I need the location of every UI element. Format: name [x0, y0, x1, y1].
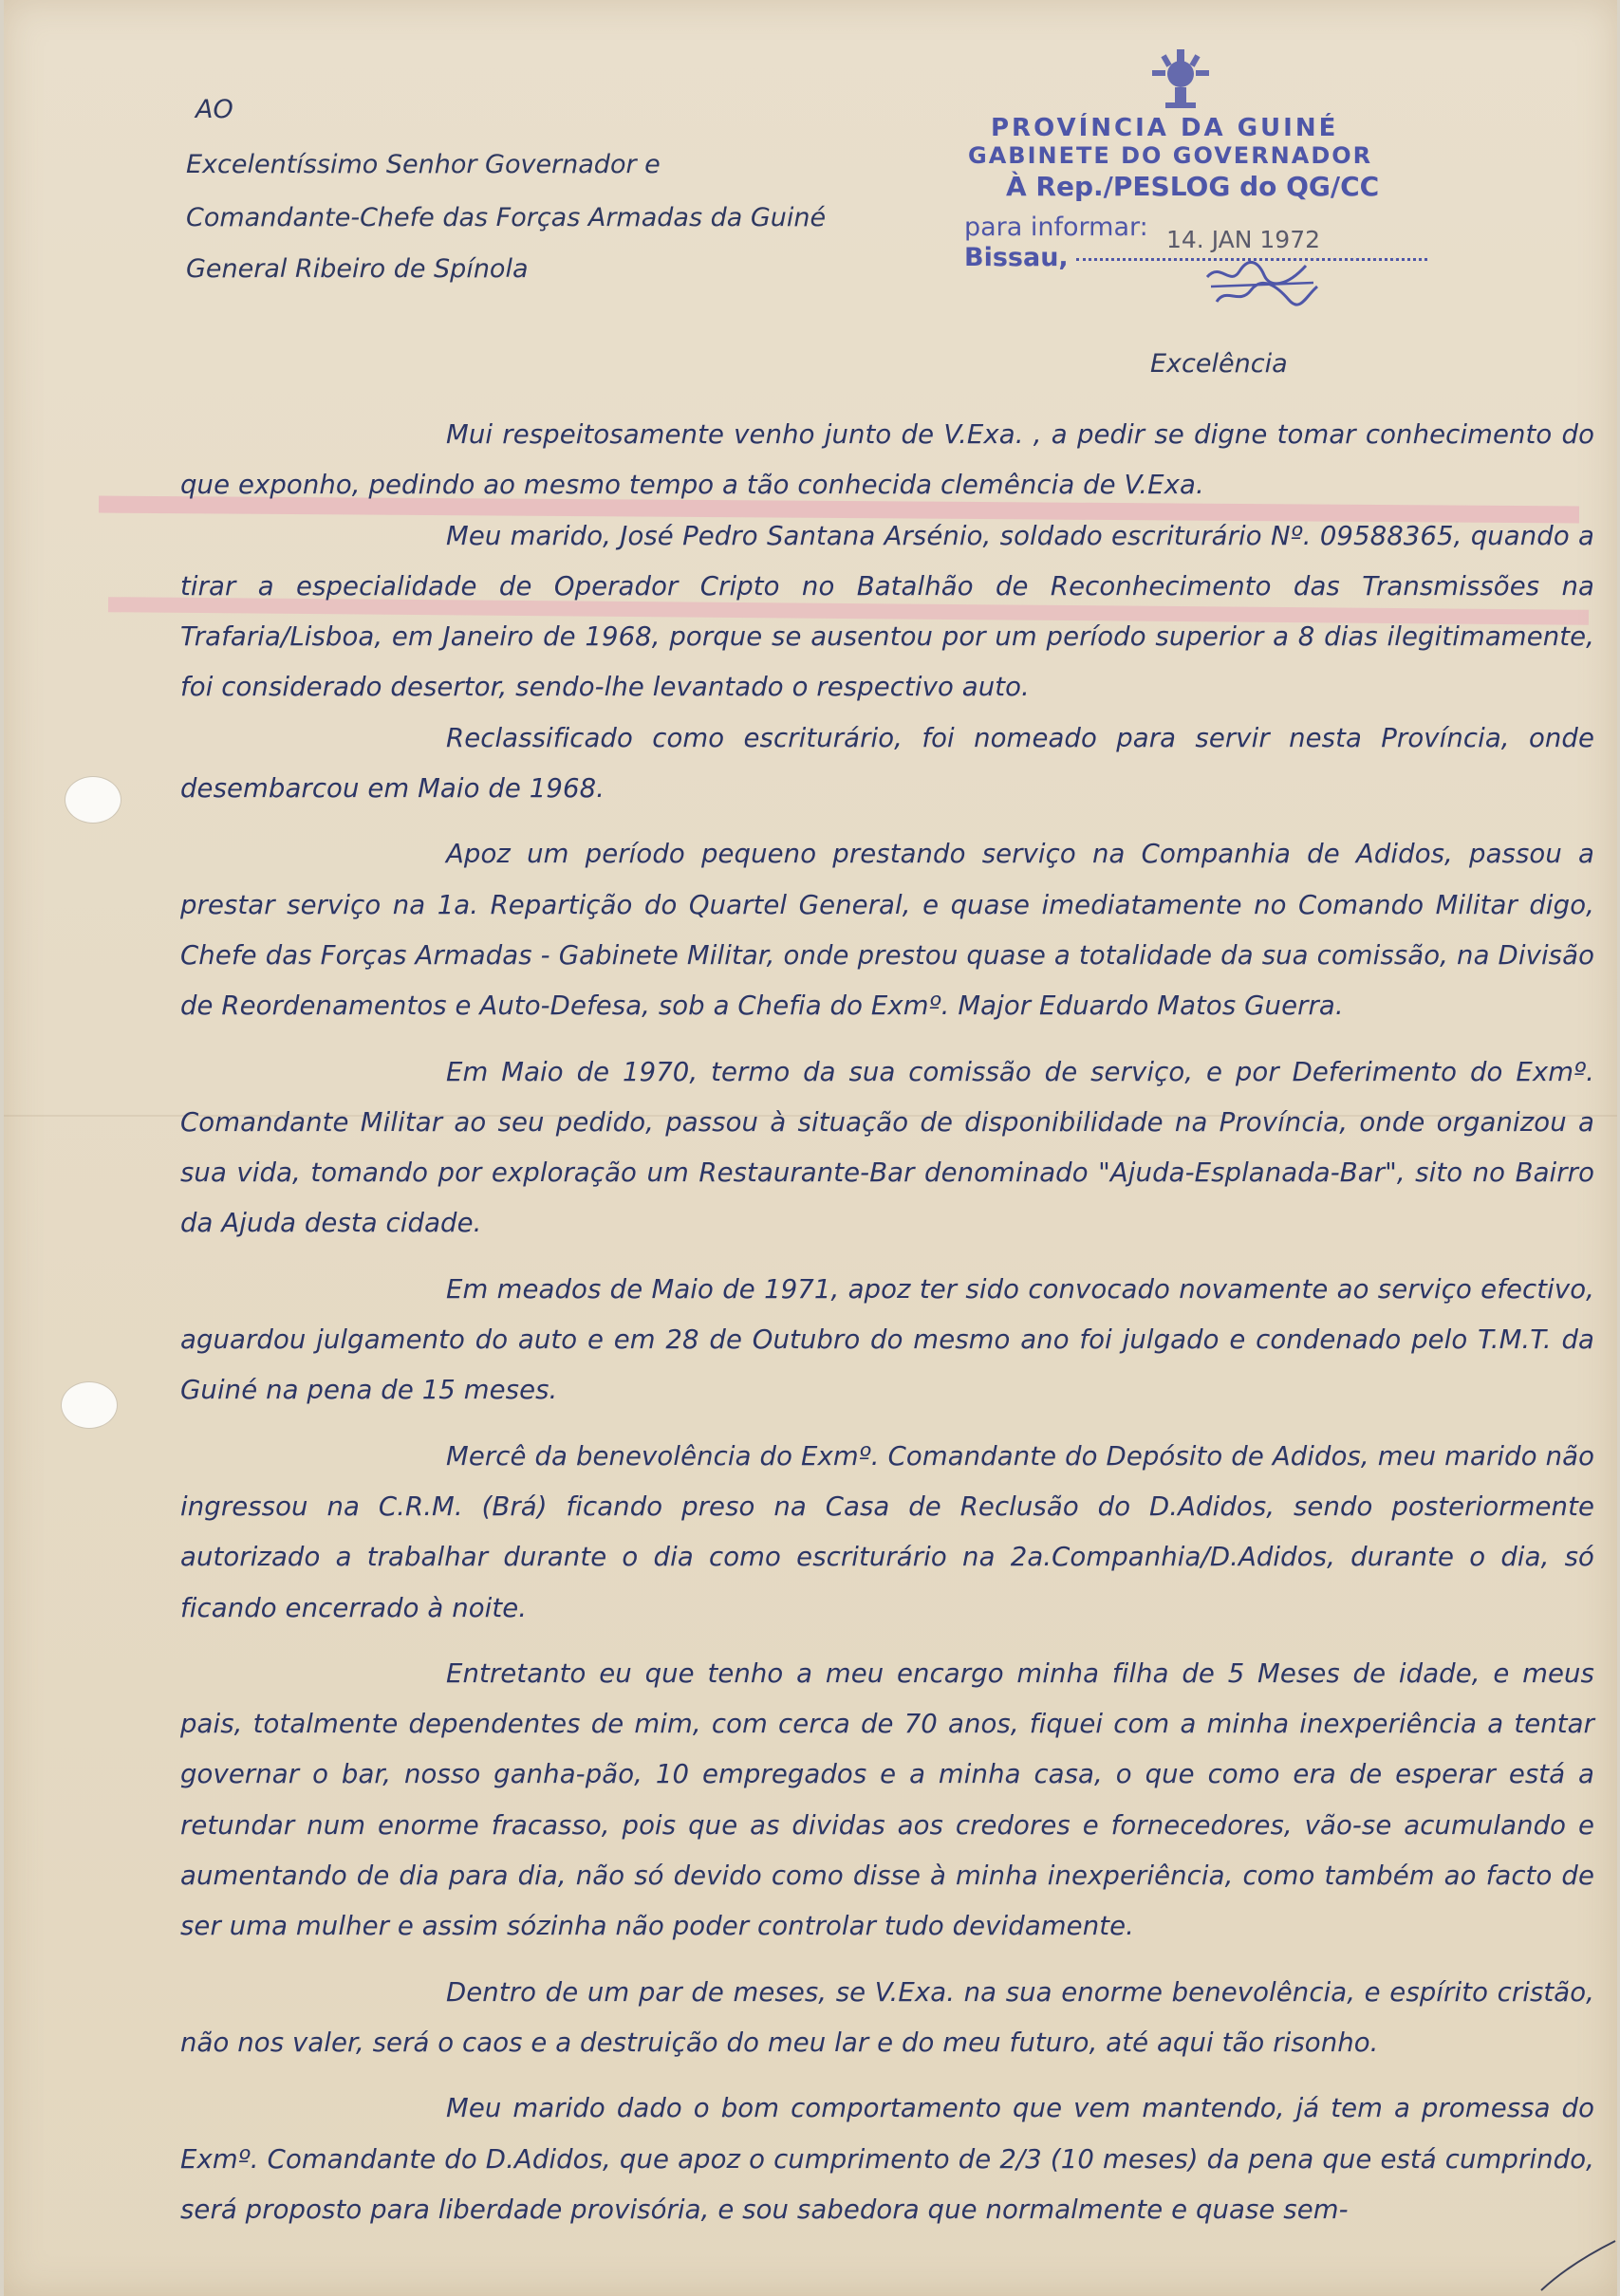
address-ao: AO [196, 95, 233, 124]
paragraph: Dentro de um par de meses, se V.Exa. na sua enorme benevolência, e espírito cristão, não nos valer, será o caos e a destruição do meu lar e do meu futuro, até aqui tão risonho. [180, 1976, 1594, 2058]
paragraph: Mui respeitosamente venho junto de V.Exa. , a pedir se digne tomar conhecimento do que exponho, pedindo ao mesmo tempo a tão conhecida clemência de V.Exa. [180, 419, 1594, 501]
punch-hole [65, 776, 121, 824]
paragraph: Em Maio de 1970, termo da sua comissão de serviço, e por Deferimento do Exmº. Comandante Militar ao seu pedido, passou à situação de disponibilidade na Província, onde organizou a sua vida, tomando por exploração um Restaurante-Bar denominado "Ajuda-Esplanada-Bar", sito no Bairro da Ajuda desta cidade. [180, 1056, 1594, 1239]
governor-office-stamp [953, 46, 1446, 359]
page-corner-mark [1532, 2235, 1617, 2296]
paragraph: Entretanto eu que tenho a meu encargo minha filha de 5 Meses de idade, e meus pais, totalmente dependentes de mim, com cerca de 70 anos, fiquei com a minha inexperiência a tentar governar o bar, nosso ganha-pão, 10 empregados e a minha casa, o que como era de esperar está a retundar num enorme fracasso, pois que as dividas aos credores e fornecedores, vão-se acumulando e aumentando de dia para dia, não só devido como disse à minha inexperiência, como também ao facto de ser uma mulher e assim sózinha não poder controlar tudo devidamente. [180, 1657, 1594, 1942]
paragraph: Apoz um período pequeno prestando serviço na Companhia de Adidos, passou a prestar serviço na 1a. Repartição do Quartel General, e quase imediatamente no Comando Militar digo, Chefe das Forças Armadas - Gabinete Militar, onde prestou quase a totalidade da sua comissão, na Divisão de Reordenamentos e Auto-Defesa, sob a Chefia do Exmº. Major Eduardo Matos Guerra. [180, 839, 1594, 1022]
stamp-line-inform: para informar: [964, 213, 1148, 242]
stamp-signature [1201, 258, 1325, 319]
stamp-line-office: GABINETE DO GOVERNADOR [968, 142, 1373, 169]
address-line-2: Comandante-Chefe das Forças Armadas da Guiné [186, 203, 827, 232]
paragraph: Mercê da benevolência do Exmº. Comandante do Depósito de Adidos, meu marido não ingressou na C.R.M. (Brá) ficando preso na Casa de Reclusão do D.Adidos, sendo posteriormente autorizado a trabalhar durante o dia como escriturário na 2a.Companhia/D.Adidos, durante o dia, só ficando encerrado à noite. [180, 1440, 1594, 1623]
paragraph: Meu marido, José Pedro Santana Arsénio, soldado escriturário Nº. 09588365, quando a tirar a especialidade de Operador Cripto no Batalhão de Reconhecimento das Transmissões na Trafaria/Lisboa, em Janeiro de 1968, porque se ausentou por um período superior a 8 dias ilegitimamente, foi considerado desertor, sendo-lhe levantado o respectivo auto. [180, 520, 1594, 703]
letter-page [4, 0, 1617, 2296]
paragraph: Reclassificado como escriturário, foi nomeado para servir nesta Província, onde desembarcou em Maio de 1968. [180, 722, 1594, 805]
paragraph: Meu marido dado o bom comportamento que vem mantendo, já tem a promessa do Exmº. Comandante do D.Adidos, que apoz o cumprimento de 2/3 (10 meses) da pena que está cumprindo, será proposto para liberdade provisória, e sou sabedora que normalmente e quase sem- [180, 2093, 1594, 2225]
stamp-line-bissau: Bissau, [964, 243, 1069, 272]
letter-body [180, 410, 1594, 2235]
address-line-3: General Ribeiro de Spínola [186, 254, 529, 284]
salutation: Excelência [1150, 349, 1288, 379]
stamp-line-rep: À Rep./PESLOG do QG/CC [1006, 171, 1380, 202]
address-line-1: Excelentíssimo Senhor Governador e [186, 150, 661, 179]
punch-hole [61, 1381, 118, 1429]
stamp-date: 14. JAN 1972 [1166, 226, 1321, 253]
paragraph: Em meados de Maio de 1971, apoz ter sido convocado novamente ao serviço efectivo, aguardou julgamento do auto e em 28 de Outubro do mesmo ano foi julgado e condenado pelo T.M.T. da Guiné na pena de 15 meses. [180, 1273, 1594, 1406]
stamp-line-province: PROVÍNCIA DA GUINÉ [991, 114, 1339, 142]
crest-emblem-icon [1143, 46, 1219, 118]
